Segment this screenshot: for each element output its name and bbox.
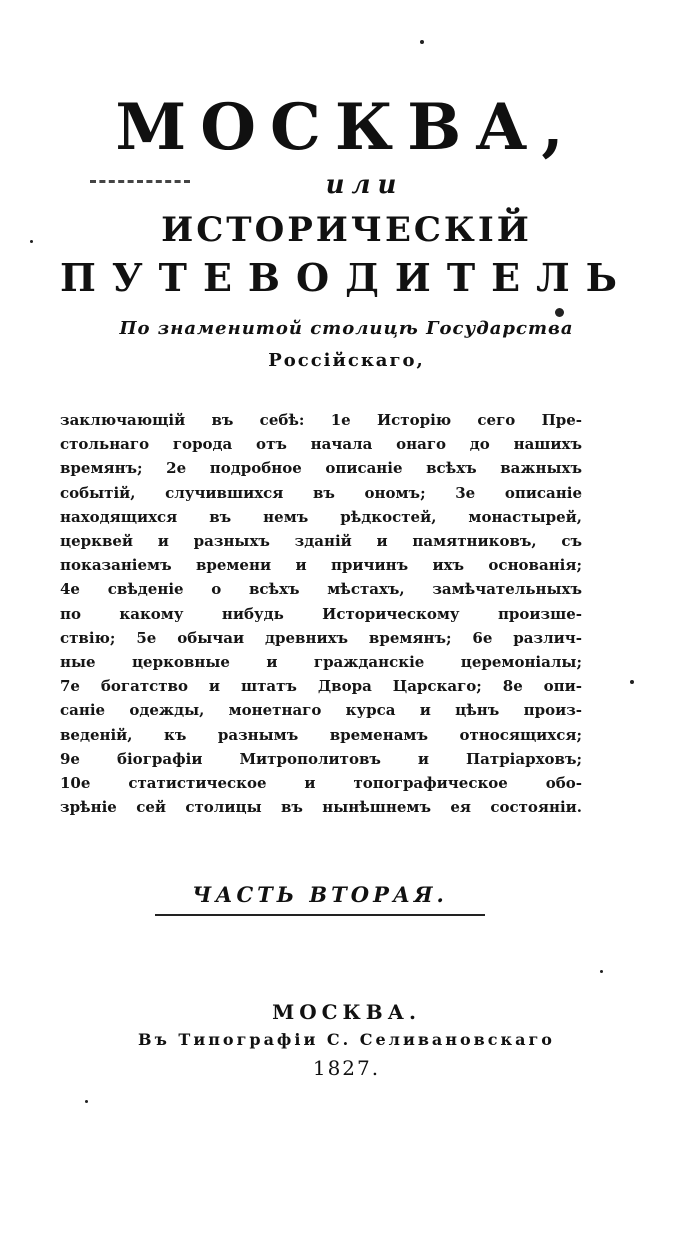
contents-line: стольнаго города отъ начала онаго до нашихъ (60, 435, 582, 454)
contents-line: показаніемъ времени и причинъ ихъ основанія; (60, 556, 582, 575)
contents-line: 7е богатство и штатъ Двора Царскаго; 8е опи- (60, 677, 582, 696)
book-title: МОСКВА, (115, 90, 578, 165)
contents-line: 10е статистическое и топографическое обо- (60, 774, 582, 793)
ink-speck (600, 970, 603, 973)
contents-paragraph (60, 408, 582, 819)
ink-speck (630, 680, 634, 684)
contents-line: зрѣніе сей столицы въ нынѣшнемъ ея состояніи. (60, 798, 582, 817)
contents-line: по какому нибудь Историческому произше- (60, 604, 582, 623)
part-heading (150, 882, 490, 916)
title-line-historical: ИСТОРИЧЕСКІЙ (161, 210, 532, 250)
part-label: ЧАСТЬ ВТОРАЯ. (192, 882, 448, 907)
subtitle-line-1: По знаменитой столицѣ Государства (119, 318, 574, 339)
contents-line: находящихся въ немъ рѣдкостей, монастырей, (60, 507, 582, 526)
ink-speck (420, 40, 424, 44)
conjunction-text: или (325, 170, 404, 200)
imprint-city: МОСКВА. (272, 1000, 421, 1024)
part-underline (155, 914, 485, 916)
ink-speck (85, 1100, 88, 1103)
contents-line: веденій, къ разнымъ временамъ относящихся; (60, 725, 582, 744)
subtitle-line-2: Россійскаго, (268, 350, 425, 371)
contents-line: саніе одежды, монетнаго курса и цѣнъ произ- (60, 701, 582, 720)
imprint-year: 1827. (312, 1056, 381, 1080)
contents-line: времянъ; 2е подробное описаніе всѣхъ важныхъ (60, 459, 582, 478)
contents-line: церквей и разныхъ зданій и памятниковъ, съ (60, 532, 582, 551)
contents-line: 9е біографіи Митрополитовъ и Патріарховъ; (60, 749, 582, 768)
contents-line: 4е свѣденіе о всѣхъ мѣстахъ, замѣчательныхъ (60, 580, 582, 599)
contents-line: ствію; 5е обычаи древнихъ времянъ; 6е различ- (60, 628, 582, 647)
contents-line: заключающій въ себѣ: 1е Исторію сего Пре- (60, 411, 582, 429)
ink-speck (30, 240, 33, 243)
contents-line: ные церковные и гражданскіе церемоніалы; (60, 653, 582, 672)
title-line-guide: ПУТЕВОДИТЕЛЬ (59, 255, 634, 300)
contents-line: событій, случившихся въ ономъ; 3е описаніе (60, 483, 582, 502)
imprint-press: Въ Типографіи С. Селивановскаго (138, 1030, 555, 1049)
ink-speck (555, 308, 564, 317)
